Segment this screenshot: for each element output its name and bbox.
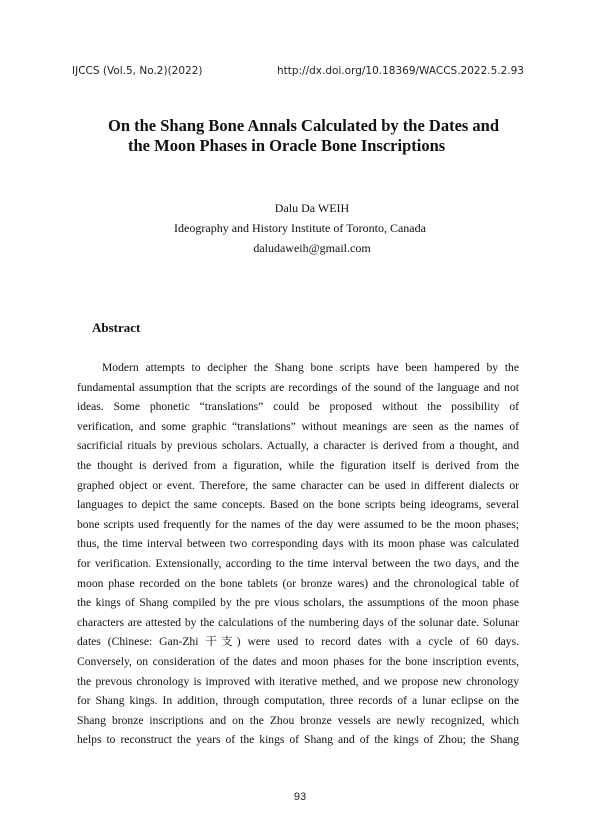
journal-citation: IJCCS (Vol.5, No.2)(2022)	[72, 65, 203, 77]
abstract-line: bone scripts used frequently for the names of the day were assumed to be the moon phases;	[77, 517, 519, 531]
abstract-line: Conversely, on consideration of the dates and moon phases for the bone inscription events,	[77, 654, 519, 668]
abstract-line: helps to reconstruct the years of the kings of Shang and of the kings of Zhou; the Shang	[77, 733, 519, 747]
author-block	[0, 198, 600, 258]
abstract-line: the thought is derived from a figuration, while the figuration itself is derived from the	[77, 458, 519, 472]
author-email[interactable]: daludaweih@gmail.com	[253, 241, 371, 255]
abstract-line: graphed object or event. Therefore, the same character can be used in different dialects or	[77, 478, 519, 492]
abstract-line: for Shang kings. In addition, through computation, three records of a lunar eclipse on the	[77, 694, 519, 708]
abstract-line: the prevous chronology is improved with iterative methed, and we propose new chronology	[77, 674, 519, 688]
abstract-line: the kings of Shang compiled by the pre vious scholars, the assumptions of the moon phase	[77, 596, 519, 610]
doi-link[interactable]: http://dx.doi.org/10.18369/WACCS.2022.5.2.93	[276, 65, 524, 77]
abstract-line: moon phase recorded on the bone tablets (or bronze wares) and the chronological table of	[77, 576, 519, 590]
author-affiliation: Ideography and History Institute of Toronto, Canada	[174, 221, 426, 235]
page-number: 93	[293, 791, 307, 803]
abstract-line: fundamental assumption that the scripts are recordings of the sound of the language and not	[77, 380, 519, 394]
abstract-line: sacrificial rituals by previous scholars. Actually, a character is derived from a thought, and	[77, 439, 519, 453]
abstract-line: for verification. Extensionally, according to the time interval between the two days, and the	[77, 556, 519, 570]
abstract-line: ideas. Some phonetic “translations” could be proposed without the possibility of	[77, 400, 519, 414]
title-line-2: the Moon Phases in Oracle Bone Inscriptions	[128, 136, 446, 155]
abstract-body	[77, 358, 519, 750]
abstract-line: Shang bronze inscriptions and on the Zhou bronze vessels are newly recognized, which	[77, 713, 519, 727]
abstract-heading: Abstract	[92, 320, 141, 335]
title-line-1: On the Shang Bone Annals Calculated by the Dates and	[108, 116, 500, 135]
abstract-line: thus, the time interval between two corresponding days with its moon phase was calculated	[77, 537, 519, 551]
abstract-line: dates (Chinese: Gan-Zhi 干支) were used to record dates with a cycle of 60 days.	[77, 635, 519, 649]
abstract-line: verification, and some graphic “translations” without meanings are seen as the names of	[77, 419, 519, 433]
paper-title	[108, 116, 528, 156]
abstract-line: Modern attempts to decipher the Shang bone scripts have been hampered by the	[102, 361, 519, 374]
author-name: Dalu Da WEIH	[274, 201, 350, 215]
running-header	[72, 65, 524, 81]
abstract-line: characters are attested by the calculations of the numbering days of the solunar date. Solunar	[77, 615, 519, 629]
abstract-line: languages to depict the same concepts. Based on the bone scripts being ideograms, several	[77, 498, 519, 512]
